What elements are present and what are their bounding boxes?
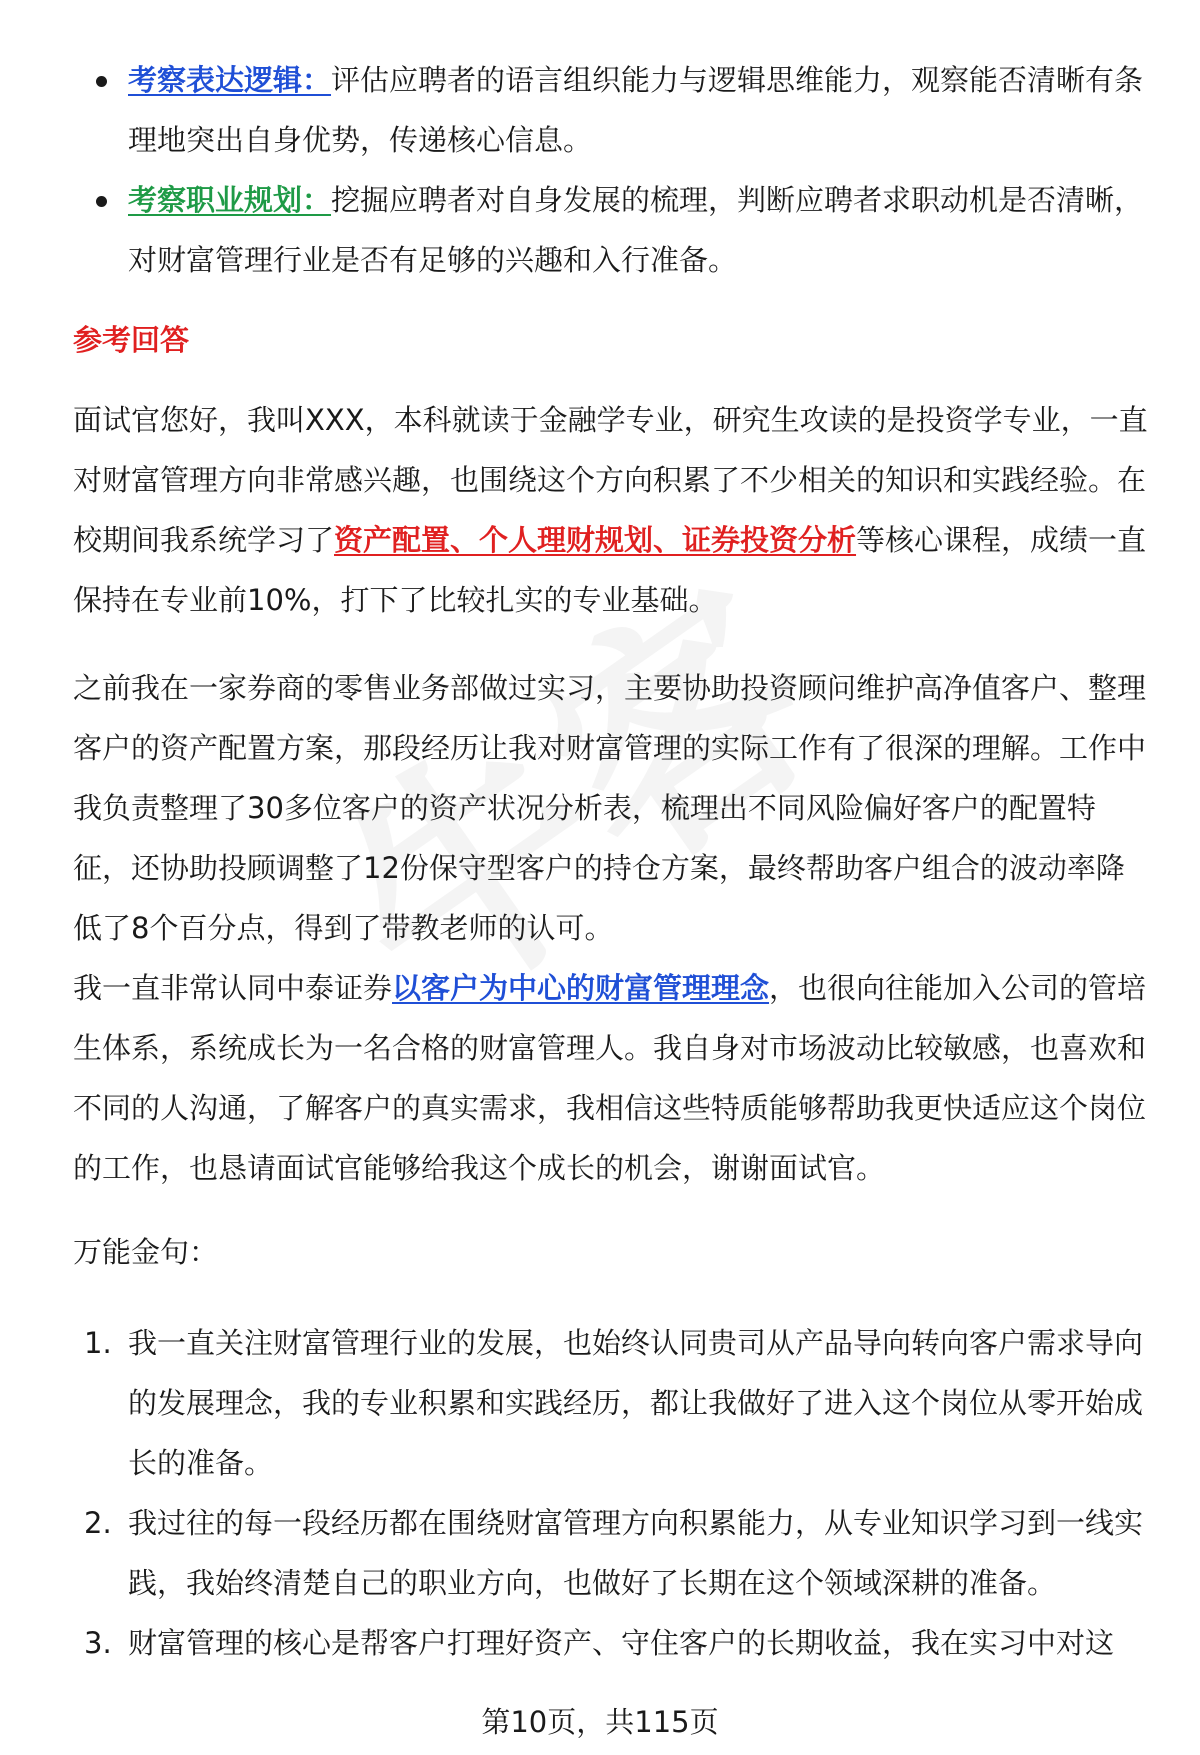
bullet-keyword: 考察职业规划： (128, 183, 332, 217)
paragraph-text: ，也很向往能加入公司的管培生体系，系统成长为一名合格的财富管理人。我自身对市场波动比较敏感，也喜欢和不同的人沟通，了解客户的真实需求，我相信这些特质能够帮助我更快适应这个岗位的工作，也恳请面试官能够给我这个成长的机会，谢谢面试官。 (73, 971, 1147, 1185)
bullet-item (96, 50, 1156, 170)
golden-sentences-title: 万能金句： (73, 1235, 219, 1269)
bullet-dot-icon (96, 76, 107, 87)
list-text: 我一直关注财富管理行业的发展，也始终认同贵司从产品导向转向客户需求导向的发展理念，我的专业积累和实践经历，都让我做好了进入这个岗位从零开始成长的准备。 (128, 1326, 1144, 1480)
assessment-bullet-list (96, 50, 1156, 290)
list-number: 3. (84, 1626, 112, 1660)
bullet-dot-icon (96, 196, 107, 207)
list-item (73, 1313, 1153, 1493)
answer-paragraph-2: 之前我在一家券商的零售业务部做过实习，主要协助投资顾问维护高净值客户、整理客户的资产配置方案，那段经历让我对财富管理的实际工作有了很深的理解。工作中我负责整理了30多位客户的资产状况分析表，梳理出不同风险偏好客户的配置特征，还协助投顾调整了12份保守型客户的持仓方案，最终帮助客户组合的波动率降低了8个百分点，得到了带教老师的认可。 (73, 671, 1147, 945)
list-number: 2. (84, 1506, 112, 1540)
highlight-philosophy: 以客户为中心的财富管理理念 (392, 971, 770, 1005)
list-item (73, 1493, 1153, 1613)
answer-paragraph-3 (73, 958, 1153, 1198)
bullet-text: 评估应聘者的语言组织能力与逻辑思维能力，观察能否清晰有条理地突出自身优势，传递核心信息。 (128, 63, 1144, 157)
highlight-courses: 资产配置、个人理财规划、证券投资分析 (334, 523, 857, 557)
page-footer: 第10页，共115页 (481, 1705, 719, 1739)
list-number: 1. (84, 1326, 112, 1360)
paragraph-text: 等核心课程，成绩一直保持在专业前10%，打下了比较扎实的专业基础。 (73, 523, 1147, 617)
bullet-item (96, 170, 1156, 290)
paragraph-text: 面试官您好，我叫XXX，本科就读于金融学专业，研究生攻读的是投资学专业，一直对财富管理方向非常感兴趣，也围绕这个方向积累了不少相关的知识和实践经验。在校期间我系统学习了 (73, 403, 1148, 557)
bullet-keyword: 考察表达逻辑： (128, 63, 332, 97)
bullet-text: 挖掘应聘者对自身发展的梳理，判断应聘者求职动机是否清晰，对财富管理行业是否有足够的兴趣和入行准备。 (128, 183, 1144, 277)
paragraph-text: 我一直非常认同中泰证券 (73, 971, 393, 1005)
section-title: 参考回答 (73, 323, 190, 357)
answer-paragraph-1 (73, 390, 1153, 630)
list-item (73, 1613, 1153, 1673)
list-text: 财富管理的核心是帮客户打理好资产、守住客户的长期收益，我在实习中对这 (128, 1626, 1115, 1660)
list-text: 我过往的每一段经历都在围绕财富管理方向积累能力，从专业知识学习到一线实践，我始终清楚自己的职业方向，也做好了长期在这个领域深耕的准备。 (128, 1506, 1144, 1600)
golden-sentences-list (73, 1313, 1153, 1673)
